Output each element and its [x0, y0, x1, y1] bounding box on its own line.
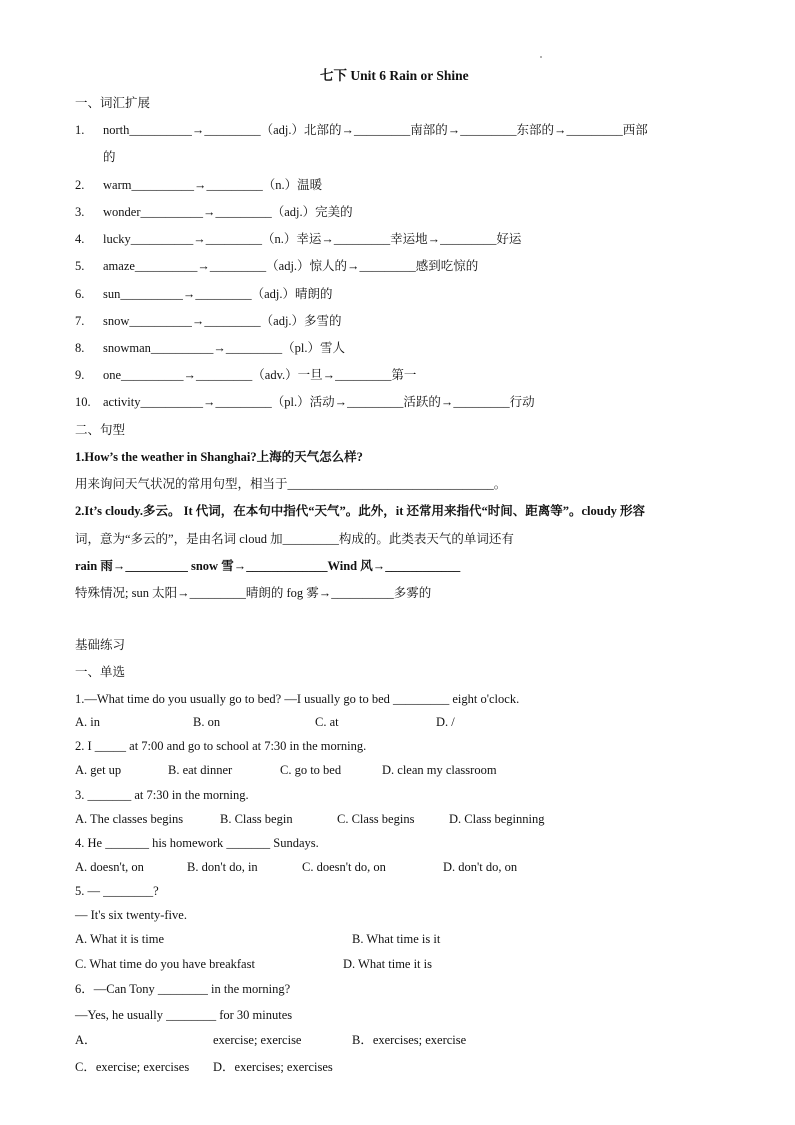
option: B. don't do, in [187, 860, 258, 874]
option: A. What it is time [75, 932, 164, 946]
option-label: A． [75, 1033, 97, 1047]
question-6-answer: —Yes, he usually ________ for 30 minutes [75, 1008, 293, 1022]
question-5-answer: — It's six twenty-five. [75, 908, 187, 922]
sentence-explanation: 用来询问天气状况的常用句型，相当于_________________________________。 [75, 477, 507, 491]
option: B. Class begin [220, 812, 293, 826]
option: D. What time it is [343, 957, 432, 971]
option: A. get up [75, 763, 122, 777]
option: C. go to bed [280, 763, 342, 777]
section-vocab-heading: 一、词汇扩展 [75, 96, 151, 110]
sentence-explanation: 词，意为“多云的”，是由名词 cloud 加_________构成的。此类表天气的单词还有 [75, 532, 514, 546]
option: B．exercises; exercise [352, 1033, 467, 1047]
option: D. / [436, 715, 455, 729]
option: D. Class beginning [449, 812, 545, 826]
option: A. The classes begins [75, 812, 184, 826]
page-title: 七下 Unit 6 Rain or Shine [320, 68, 469, 83]
practice-heading: 基础练习 [75, 638, 126, 652]
stray-dot [540, 56, 542, 58]
question-4-stem: 4. He _______ his homework _______ Sundays. [75, 836, 319, 850]
question-2-stem: 2. I _____ at 7:00 and go to school at 7:30 in the morning. [75, 739, 367, 753]
question-5-stem: 5. — ________? [75, 884, 159, 898]
option: D. don't do, on [443, 860, 518, 874]
question-6-stem: 6．—Can Tony ________ in the morning? [75, 982, 291, 996]
option: C. at [315, 715, 339, 729]
option: exercise; exercise [213, 1033, 302, 1047]
option: C．exercise; exercises [75, 1060, 190, 1074]
option: C. What time do you have breakfast [75, 957, 255, 971]
option: B. eat dinner [168, 763, 233, 777]
single-choice-heading: 一、单选 [75, 665, 126, 679]
question-1-stem: 1.—What time do you usually go to bed? —I usually go to bed _________ eight o'clock. [75, 692, 520, 706]
weather-words-line: rain 雨→__________ snow 雪→_____________Wind 风→____________ [75, 559, 461, 573]
sentence-point-1: 1.How’s the weather in Shanghai?上海的天气怎么样? [75, 450, 363, 464]
weather-special-line: 特殊情况; sun 太阳→_________晴朗的 fog 雾→__________多雾的 [75, 586, 432, 600]
sentence-point-2: 2.It’s cloudy.多云。 It 代词，在本句中指代“天气”。此外，it 还常用来指代“时间、距离等”。cloudy 形容 [75, 504, 646, 518]
option: C. doesn't do, on [302, 860, 386, 874]
option: B. on [193, 715, 221, 729]
section-sentence-heading: 二、句型 [75, 423, 126, 437]
option: D．exercises; exercises [213, 1060, 333, 1074]
option: D. clean my classroom [382, 763, 497, 777]
option: A. in [75, 715, 100, 729]
option: B. What time is it [352, 932, 441, 946]
question-3-stem: 3. _______ at 7:30 in the morning. [75, 788, 249, 802]
option: A. doesn't, on [75, 860, 144, 874]
option: C. Class begins [337, 812, 415, 826]
